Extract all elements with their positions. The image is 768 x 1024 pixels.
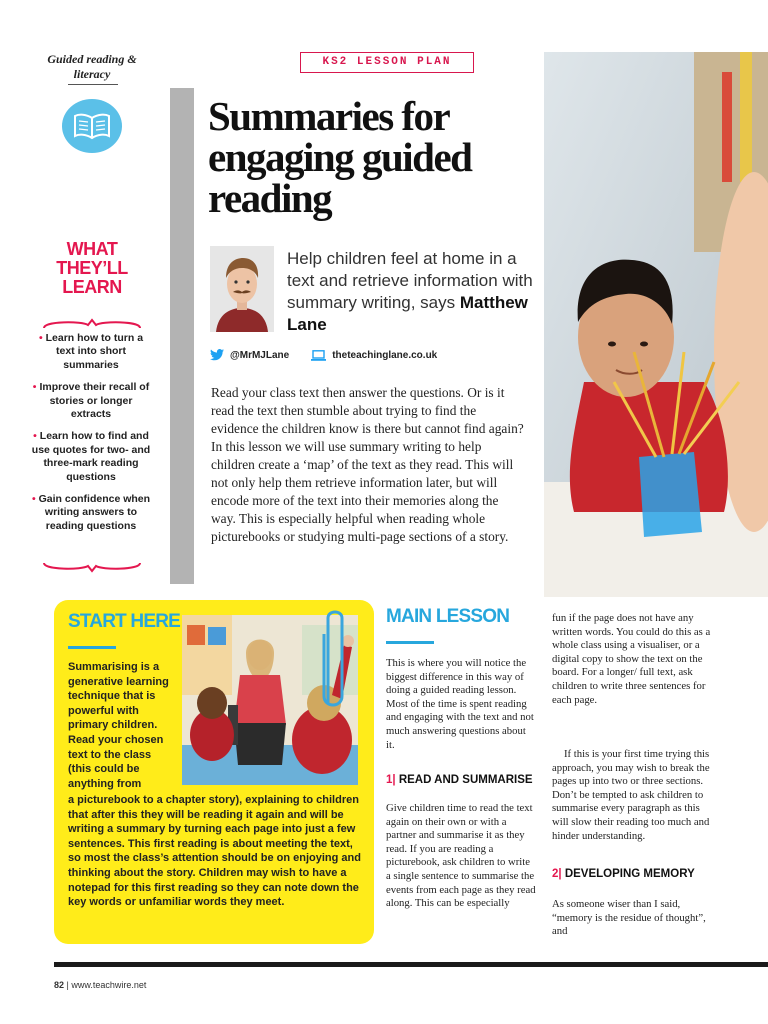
learn-title: WHAT THEY’LL LEARN xyxy=(56,239,128,297)
page-number: 82 xyxy=(54,980,65,990)
open-book-icon xyxy=(72,112,112,140)
classroom-photo xyxy=(544,52,768,597)
learn-item: • Gain confidence when writing answers to reading questions xyxy=(31,493,151,532)
footer-site[interactable]: www.teachwire.net xyxy=(71,980,147,990)
curly-bracket-bottom xyxy=(42,560,142,573)
footer: 82 | www.teachwire.net xyxy=(54,980,147,990)
social-links xyxy=(210,349,437,361)
standfirst xyxy=(287,248,542,336)
curly-bracket-top xyxy=(42,318,142,331)
standfirst-text: Help children feel at home in a text and retrieve information with summary writing, says xyxy=(287,249,533,312)
paperclip-icon xyxy=(318,604,352,714)
footer-rule xyxy=(54,962,768,967)
twitter-icon xyxy=(210,349,224,361)
step-1-tips: If this is your first time trying this approach, you may wish to break the pages up into two or three sections. Don’t be tempted to ask children to summarise every paragraph as this will slow their reading too much and hinder understanding. xyxy=(552,748,710,842)
start-here-text-b: a picturebook to a chapter story), explaining to children that after this they will be reading it again and will be writing a summary by turning each page into just a few sentences. This first reading is about meeting the text, so most the class’s attention should be on enjoying and thinking about the story. Children may wish to have a notepad for this first reading so they can note down the key words or unfamiliar words they meet. xyxy=(68,794,361,909)
start-here-dash xyxy=(68,646,116,649)
step-2-heading: 2| DEVELOPING MEMORY xyxy=(552,868,695,880)
learn-item: • Learn how to find and use quotes for two- and three-mark reading questions xyxy=(31,430,151,483)
main-lesson-paragraph: This is where you will notice the biggest difference in this way of doing a guided reading lesson. Most of the time is spent reading and engaging with the text and not much answering questions about it. xyxy=(386,657,534,751)
step-2-paragraph: As someone wiser than I said, “memory is the residue of thought”, and xyxy=(552,898,706,938)
author-name: Matthew Lane xyxy=(287,293,528,334)
lesson-plan-badge: KS2 LESSON PLAN xyxy=(300,52,474,73)
book-badge xyxy=(62,99,122,153)
step-1-heading: 1| READ AND SUMMARISE xyxy=(386,774,533,786)
website-link[interactable]: theteachinglane.co.uk xyxy=(332,349,438,361)
intro-paragraph: Read your class text then answer the questions. Or is it read the text then stumble about trying to find the evidence the children know is there but cannot find again? In this lesson we will use summary writing to help children create a ‘map’ of the text as they read. This will not only help them retrieve information later, but will encode more of the text into their memories along the way. This is especially helpful when reading whole picturebooks or studying multi-page sections of a story. xyxy=(211,385,524,544)
step-1-paragraph: Give children time to read the text again on their own or with a partner and summarise it as they read. If you are reading a picturebook, ask children to write a single sentence to summarise the events from each page as they read along. This can be especially xyxy=(386,802,536,910)
twitter-handle[interactable]: @MrMJLane xyxy=(230,349,290,361)
laptop-icon xyxy=(311,350,326,361)
learn-item: • Improve their recall of stories or longer extracts xyxy=(32,381,150,421)
main-lesson-dash xyxy=(386,641,434,644)
headline: Summaries for engaging guided reading xyxy=(208,93,472,221)
start-here-title: START HERE xyxy=(68,611,180,632)
grey-accent-bar xyxy=(170,88,194,584)
step-1-continued: fun if the page does not have any written words. You could do this as a whole class using a visualiser, or a digital copy to show the text on the board. For a longer/ full text, ask children to write three sentences for each page. xyxy=(552,612,711,706)
section-underline xyxy=(68,84,118,85)
start-here-text-a: Summarising is a generative learning technique that is powerful with primary children. Read your chosen text to the class (this could be anything from xyxy=(68,661,169,790)
author-photo xyxy=(210,246,274,332)
section-label: Guided reading & literacy xyxy=(47,52,137,81)
main-lesson-title: MAIN LESSON xyxy=(386,606,510,627)
learn-item: • Learn how to turn a text into short summaries xyxy=(38,332,144,371)
learn-list xyxy=(30,332,152,542)
